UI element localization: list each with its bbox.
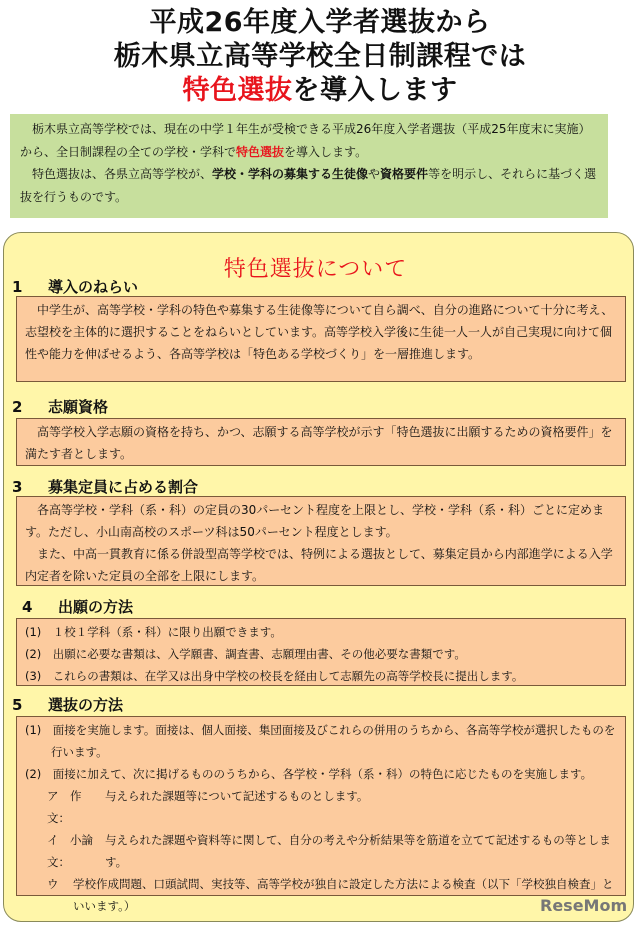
- headline-rest: を導入します: [292, 75, 458, 106]
- intro-text: や: [368, 167, 381, 181]
- headline-line-2: 栃木県立高等学校全日制課程では: [113, 41, 527, 72]
- intro-box: [10, 114, 608, 218]
- section-box-4: [16, 618, 626, 686]
- subitem-key: ア 作 文：: [47, 789, 93, 825]
- resemom-logo: ReseMom: [540, 896, 628, 915]
- subitem-text: 与えられた課題や資料等に関して、自分の考えや分析結果等を筋道を立てて記述するもの等とします。: [105, 833, 611, 869]
- subitem-key: ウ: [47, 877, 59, 891]
- intro-paragraph-2: [20, 163, 598, 208]
- section-heading-2: [12, 396, 108, 417]
- section-text: 高等学校入学志願の資格を持ち、かつ、志願する高等学校が示す「特色選抜に出願するための資格要件」を満たす者とします。: [25, 425, 613, 461]
- section-heading-1: [12, 276, 138, 297]
- list-item: (1) 面接を実施します。面接は、個人面接、集団面接及びこれらの併用のうちから、各高等学校が選択したものを行います。: [25, 723, 616, 759]
- intro-bold: 学校・学科の募集する生徒像: [212, 167, 369, 181]
- section-text: 中学生が、高等学校・学科の特色や募集する生徒像等について自ら調べ、自分の進路について十分に考え、志望校を主体的に選択することをねらいとしています。高等学校入学後に生徒一人一人が自己実現に向けて個性や能力を伸ばせるよう、各高等学校は「特色ある学校づくり」を一層推進します。: [25, 303, 614, 361]
- list-item: (3) これらの書類は、在学又は出身中学校の校長を経由して志願先の高等学校長に提出します。: [25, 669, 524, 683]
- section-title: 導入のねらい: [48, 278, 139, 296]
- section-number: 5: [12, 696, 23, 714]
- section-heading-4: [22, 596, 133, 617]
- section-box-1: [16, 296, 626, 382]
- list-subitem: [25, 873, 617, 917]
- section-number: 1: [12, 278, 23, 296]
- section-title: 募集定員に占める割合: [48, 478, 199, 496]
- intro-text: 栃木県立高等学校では、現在の中学１年生が受検できる平成26年度入学者選抜（平成25年度末に実施）から、全日制課程の全ての学校・学科で: [20, 122, 591, 159]
- list-item: (2) 出願に必要な書類は、入学願書、調査書、志願理由書、その他必要な書類です。: [25, 647, 466, 661]
- section-number: 2: [12, 398, 23, 416]
- section-title: 選抜の方法: [48, 696, 124, 714]
- section-number: 3: [12, 478, 23, 496]
- section-number: 4: [22, 598, 33, 616]
- list-subitem: [25, 829, 617, 873]
- section-box-3: [16, 496, 626, 586]
- section-heading-5: [12, 694, 123, 715]
- intro-text: 等を明示し、それらに基づく選抜を行うものです。: [20, 167, 597, 204]
- intro-paragraph-1: [20, 118, 598, 163]
- section-text: また、中高一貫教育に係る併設型高等学校では、特例による選抜として、募集定員から内部進学による入学内定者を除いた定員の全部を上限にします。: [25, 547, 613, 583]
- list-item: (1) １校１学科（系・科）に限り出願できます。: [25, 625, 282, 639]
- subitem-text: 与えられた課題等について記述するものとします。: [105, 789, 369, 803]
- headline-line-1: 平成26年度入学者選抜から: [149, 7, 491, 38]
- headline-line-3: [0, 74, 640, 108]
- section-title: 出願の方法: [58, 598, 134, 616]
- section-box-2: [16, 418, 626, 466]
- intro-highlight: 特色選抜: [236, 144, 285, 159]
- subitem-text: 学校作成問題、口頭試問、実技等、高等学校が独自に設定した方法による検査（以下「学校独自検査」といいます。）: [73, 877, 614, 913]
- panel-title: 特色選抜について: [223, 257, 408, 282]
- subitem-key: イ 小論文：: [47, 833, 93, 869]
- intro-text: を導入します。: [284, 144, 368, 159]
- section-heading-3: [12, 476, 198, 497]
- intro-bold: 資格要件: [380, 167, 429, 181]
- list-subitem: [25, 785, 617, 829]
- intro-text: 特色選抜は、各県立高等学校が、: [32, 167, 213, 181]
- section-title: 志願資格: [48, 398, 109, 416]
- list-item: (2) 面接に加えて、次に掲げるもののうちから、各学校・学科（系・科）の特色に応じたものを実施します。: [25, 767, 593, 781]
- headline-highlight: 特色選抜: [182, 75, 293, 106]
- section-text: 各高等学校・学科（系・科）の定員の30パーセント程度を上限とし、学校・学科（系・科）ごとに定めます。ただし、小山南高校のスポーツ科は50パーセント程度とします。: [25, 503, 605, 539]
